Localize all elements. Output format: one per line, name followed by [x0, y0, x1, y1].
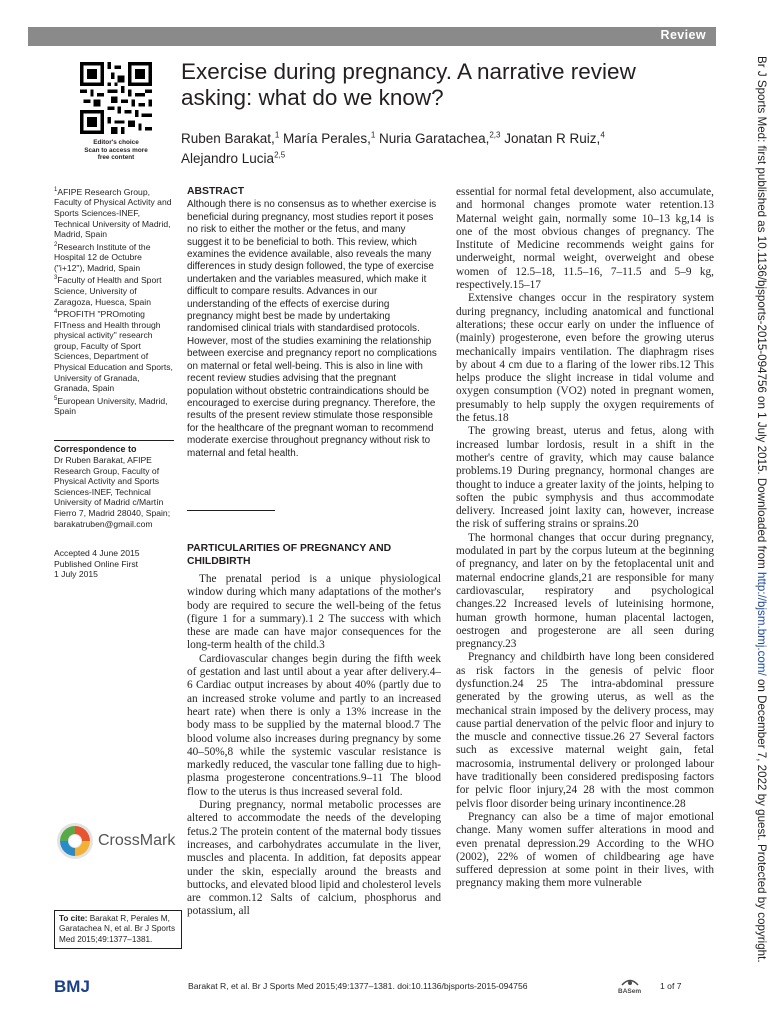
article-dates [54, 548, 174, 580]
crossmark-icon [56, 822, 94, 860]
copyright-sidebar [755, 56, 768, 963]
cite-lead: To cite: [59, 914, 88, 923]
body-paragraph: The hormonal changes that occur during pregnancy, modulated in part by the corpus luteum at the beginning of pregnancy, and later on by the fetoplacental unit and maternal endocrine glands,21 are responsible for many cardiovascular, respiratory and psychological changes.22 Increased levels of luteinising hormone, human growth hormone, human placental lactogen, oestrogen and progesterone are all seen during pregnancy.23 [456, 531, 714, 651]
qr-caption-line: Scan to access more [84, 146, 148, 154]
correspondence-heading: Correspondence to [54, 440, 174, 454]
affiliation: $^5$European University, Madrid, Spain [54, 395, 168, 417]
sidebar-text-before: Br J Sports Med: first published as 10.1136/bjsports-2015-094756 on 1 July 2015. Downloaded from [755, 56, 768, 573]
body-column-middle [187, 573, 441, 971]
abstract-heading: ABSTRACT [187, 186, 245, 197]
section-banner [28, 27, 716, 46]
sidebar-link[interactable]: http://bjsm.bmj.com/ [755, 572, 768, 676]
abstract [187, 186, 437, 460]
basem-label: BASem [618, 988, 642, 995]
correspondence-text: Dr Ruben Barakat, AFIPE Research Group, Faculty of Physical Activity and Sports Sciences-INEF, Technical University of Madrid c/Martín Fierro 7, Madrid 28040, Spain; barakatruben@gmail.com [54, 455, 171, 529]
sidebar-text-after: on December 7, 2022 by guest. Protected by copyright. [755, 675, 768, 963]
page-number: 1 of 7 [660, 981, 682, 991]
author: Ruben Barakat,$^1$ [181, 130, 280, 146]
qr-caption [72, 139, 160, 162]
body-paragraph: The growing breast, uterus and fetus, along with increased lumbar lordosis, result in a shift in the mother's centre of gravity, which may cause balance problems.19 During pregnancy, hormonal changes are thought to induce a greater laxity of the joints, helping to soften the pubic symphysis and thus accommodate delivery. Increased joint laxity can, however, increase the risk of suffering strains or sprains.20 [456, 425, 714, 531]
abstract-divider [187, 510, 275, 511]
body-paragraph: Cardiovascular changes begin during the fifth week of gestation and last until about a year after delivery.4–6 Cardiac output increases by about 40% (partly due to an increased stroke volume and partly to an increased heart rate) when there is only a 13% increase in the body mass to be supplied by the maternal blood.7 The blood volume also increases during pregnancy by some 40–50%,8 while the systemic vascular resistance is markedly reduced, the vascular tone falling due to high-plasma progesterone concentrations.9–11 The blood flow to the uterus is thus increased several fold. [187, 652, 441, 798]
body-paragraph: essential for normal fetal development, also accumulate, and hormonal changes promote water retention.13 Maternal weight gain, normally some 10–13 kg,14 is one of the most obvious changes of pregnancy. The Institute of Medicine recommends weight gains for underweight, normal weight, overweight and obese women of 12.5–18, 11.5–16, 7–11.5 and 5–9 kg, respectively.15–17 [456, 186, 714, 292]
basem-logo [616, 975, 644, 997]
body-paragraph: Pregnancy can also be a time of major emotional change. Many women suffer alterations in mood and even prenatal depression.29 According to the WHO (2002), 22% of women of childbearing age have suffered depression at some point in their lives, with pregnancy making them more vulnerable [456, 810, 714, 890]
bmj-logo: BMJ [54, 977, 90, 996]
affiliation: $^3$Faculty of Health and Sport Science, University of Zaragoza, Huesca, Spain [54, 275, 162, 307]
affiliation: $^2$Research Institute of the Hospital 12 de Octubre ("i+12"), Madrid, Spain [54, 241, 151, 273]
body-paragraph: Pregnancy and childbirth have long been considered as risk factors in the genesis of pelvic floor dysfunction.24 25 The intra-abdominal pressure generated by the growing uterus, as well as the mechanical strain imposed by the delivery process, may cause partial denervation of the pelvic floor and injury to the muscle and connective tissue.26 27 Several factors such as excessive maternal weight gain, fetal macrosomia, instrumental delivery or prolonged labour have traditionally been considered predisposing factors for pelvic floor injury,24 28 with the most common pelvis floor disorder being urinary incontinence.28 [456, 651, 714, 810]
qr-caption-line: Editor's choice [93, 139, 139, 146]
affiliations [54, 185, 174, 417]
author: Alejandro Lucia$^{2,5}$ [181, 150, 286, 166]
author: María Perales,$^1$ [283, 130, 376, 146]
author-list [181, 126, 661, 167]
cite-box [54, 910, 182, 949]
section-label: Review [660, 28, 706, 42]
cite-text: Barakat R, Perales M, Garatachea N, et al. Br J Sports Med 2015;49:1377–1381. [59, 914, 176, 944]
accepted-date: Accepted 4 June 2015 [54, 548, 140, 558]
affiliation: $^4$PROFITH "PROmoting FITness and Health through physical activity" research group, Faculty of Sport Sciences, Department of Physical Education and Sports, University of Granada, Granada, Spain [54, 308, 173, 394]
article-title: Exercise during pregnancy. A narrative review asking: what do we know? [181, 59, 636, 110]
author: Jonatan R Ruiz,$^4$ [504, 130, 605, 146]
abstract-text: Although there is no consensus as to whether exercise is beneficial during pregnancy, most studies report it poses no risk to either the mother or the fetus, and many suggest it to be beneficial to both. This review, which examines the evidence available, also reveals the many differences in study design followed, the type of exercise undertaken and the variables measured, which make it difficult to compare results. Advances in our understanding of the effects of exercise during pregnancy might best be made by undertaking randomised clinical trials with standardised protocols. However, most of the studies examining the relationship between exercise and pregnancy report no complications on maternal or fetal well-being. This is also in line with recent review studies advising that the pregnant population without obstetric contraindications should be encouraged to exercise during pregnancy. Therefore, the results of the present review stimulate those responsible for the healthcare of the pregnant woman to recommend moderate exercise throughout pregnancy without risk to maternal and fetal health. [187, 199, 437, 459]
published-label: Published Online First [54, 558, 139, 569]
body-paragraph: Extensive changes occur in the respiratory system during pregnancy, including anatomical and functional alterations; these occur early on under the influence of (mainly) progesterone, even before the growing uterus mechanically impairs ventilation. The diaphragm rises by about 4 cm due to a flaring of the lower ribs.12 This helps produce the slight increase in tidal volume and oxygen consumption (VO2) noted in pregnant women, presumably to help supply the oxygen requirements of the fetus.18 [456, 292, 714, 425]
body-paragraph: During pregnancy, normal metabolic processes are altered to accommodate the needs of the developing fetus.2 The protein content of the maternal body tissues increases, and carbohydrates accumulate in the liver, muscles and placenta. In addition, fat deposits appear under the skin, especially around the breasts and buttocks, and elevated blood lipid and cholesterol levels are common.12 Salts of calcium, phosphorus and potassium, all [187, 799, 441, 918]
qr-caption-line: free content [97, 154, 135, 162]
affiliation: $^1$AFIPE Research Group, Faculty of Physical Activity and Sports Sciences-INEF, Technical University of Madrid, Madrid, Spain [54, 186, 172, 240]
body-paragraph: The prenatal period is a unique physiological window during which many adaptations of the mother's body are required to secure the well-being of the fetus (figure 1 for a summary).1 2 The success with which these are made can have major consequences for the long-term health of the child.3 [187, 573, 441, 652]
section-heading: PARTICULARITIES OF PREGNANCY AND CHILDBIRTH [187, 543, 392, 567]
published-date: 1 July 2015 [54, 569, 98, 580]
body-column-right [456, 186, 714, 972]
crossmark-label: CrossMark [98, 832, 176, 849]
qr-code-icon[interactable] [80, 62, 152, 134]
crossmark-badge[interactable] [56, 822, 186, 860]
author: Nuria Garatachea,$^{2,3}$ [379, 130, 501, 146]
footer-citation: Barakat R, et al. Br J Sports Med 2015;49:1377–1381. doi:10.1136/bjsports-2015-094756 [188, 981, 528, 991]
